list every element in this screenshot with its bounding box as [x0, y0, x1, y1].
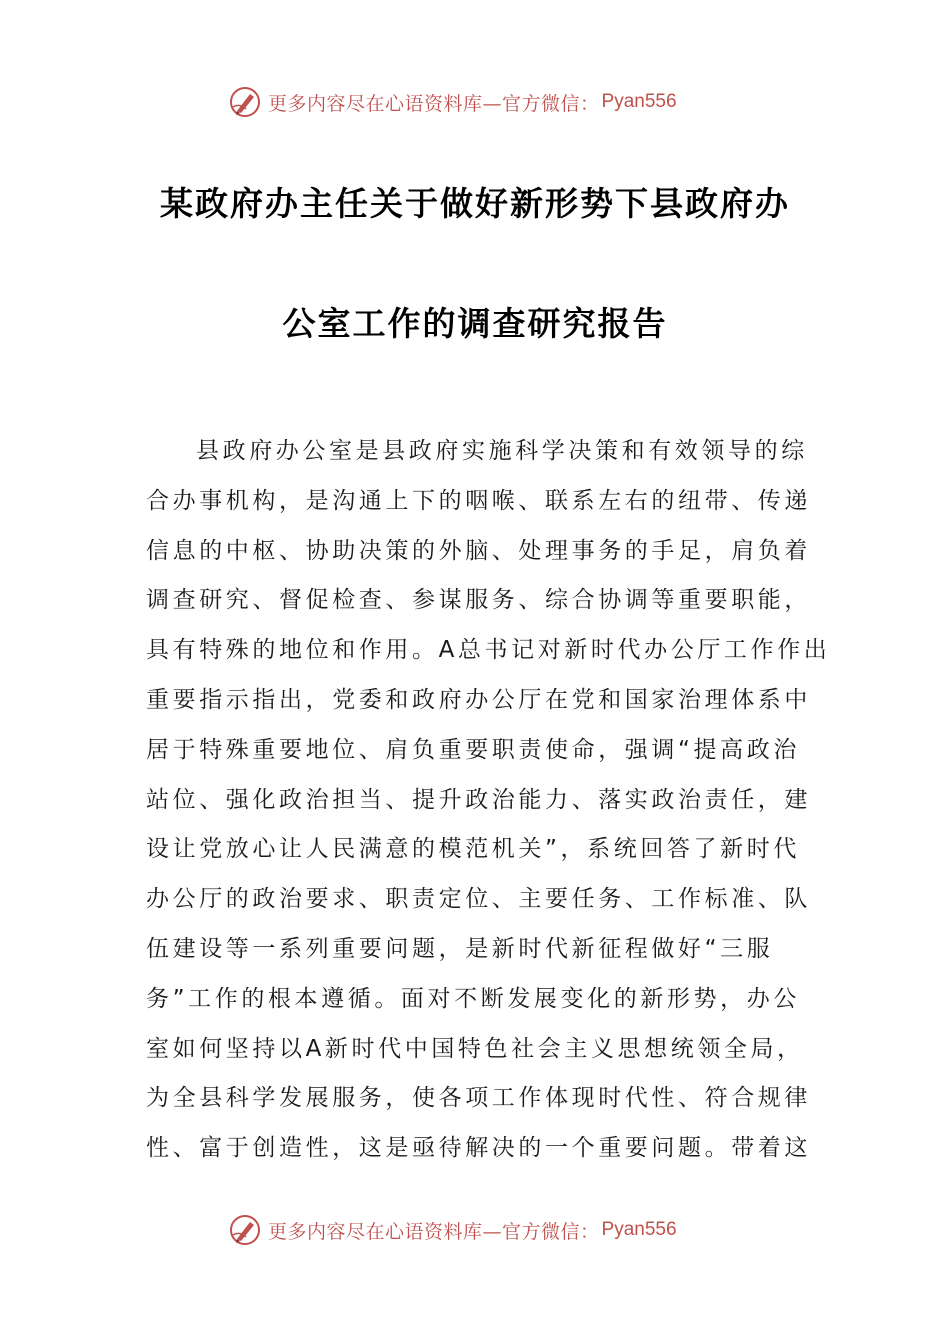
body-line: 信息的中枢、协助决策的外脑、处理事务的手足，肩负着	[146, 537, 811, 564]
body-line: 具有特殊的地位和作用。A总书记对新时代办公厅工作作出	[146, 637, 831, 664]
body-line: 合办事机构，是沟通上下的咽喉、联系左右的纽带、传递	[146, 487, 811, 514]
document-title-line-1: 某政府办主任关于做好新形势下县政府办	[160, 184, 790, 223]
body-line: 站位、强化政治担当、提升政治能力、落实政治责任，建	[146, 786, 811, 813]
watermark-text: 更多内容尽在心语资料库—官方微信：	[268, 1220, 600, 1243]
pen-logo-icon	[228, 85, 262, 119]
body-line: 县政府办公室是县政府实施科学决策和有效领导的综	[196, 438, 808, 464]
watermark-text: 更多内容尽在心语资料库—官方微信：	[268, 92, 600, 115]
body-line: 设让党放心让人民满意的模范机关”，系统回答了新时代	[146, 836, 800, 863]
watermark-handle: Pyan556	[601, 1219, 677, 1240]
body-line: 务”工作的根本遵循。面对不断发展变化的新形势，办公	[146, 985, 800, 1012]
watermark-handle: Pyan556	[601, 91, 677, 112]
body-line: 性、富于创造性，这是亟待解决的一个重要问题。带着这	[146, 1135, 811, 1162]
body-line: 居于特殊重要地位、肩负重要职责使命，强调“提高政治	[146, 736, 800, 763]
body-line: 为全县科学发展服务，使各项工作体现时代性、符合规律	[146, 1085, 811, 1112]
document-title-line-2: 公室工作的调查研究报告	[282, 304, 668, 343]
body-paragraph	[146, 427, 831, 1174]
body-line: 重要指示指出，党委和政府办公厅在党和国家治理体系中	[146, 686, 811, 713]
watermark-footer	[228, 1212, 677, 1248]
body-line: 室如何坚持以A新时代中国特色社会主义思想统领全局，	[146, 1035, 804, 1062]
pen-logo-icon	[228, 1213, 262, 1247]
body-line: 办公厅的政治要求、职责定位、主要任务、工作标准、队	[146, 886, 811, 913]
body-line: 伍建设等一系列重要问题，是新时代新征程做好“三服	[146, 935, 774, 962]
body-line: 调查研究、督促检查、参谋服务、综合协调等重要职能，	[146, 587, 811, 614]
watermark-header	[228, 84, 677, 120]
